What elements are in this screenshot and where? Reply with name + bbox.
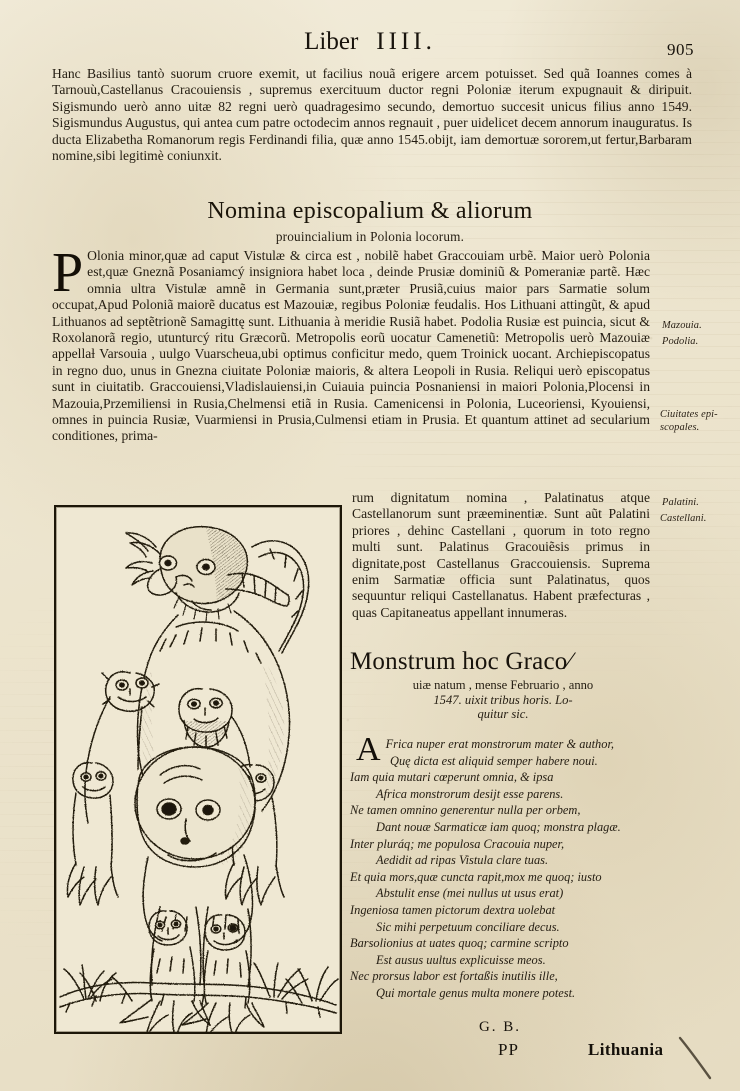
- poem-line: Abstulit ense (mei nullus ut usus erat): [376, 886, 564, 901]
- poem-drop-cap-a: A: [356, 731, 381, 768]
- paragraph-opening: [52, 66, 692, 164]
- running-head-number: IIII.: [376, 28, 436, 55]
- author-initials: G. B.: [478, 1019, 522, 1035]
- poem-line: Iam quia mutari cœperunt omnia, & ipsa: [350, 770, 554, 785]
- woodcut-monster-of-cracow: [54, 505, 342, 1034]
- poem-line: Nec prorsus labor est fortaßis inutilis ille,: [350, 969, 558, 984]
- monstrum-sub-line-3: quitur sic.: [477, 707, 529, 722]
- poem-line: Inter pluráq; me populosa Cracouia nuper,: [350, 836, 565, 851]
- poem-line: Et quia mors,quæ cuncta rapit,mox me quoq; iusto: [350, 869, 602, 884]
- monstrum-subheading: [350, 678, 656, 722]
- poem-line: Aedidit ad ripas Vistula clare tuas.: [376, 853, 549, 868]
- monstrum-sub-line-2: 1547. uixit tribus horis. Lo-: [433, 692, 573, 707]
- running-head: [0, 28, 740, 56]
- margin-note-mazouia: Mazouia.: [662, 320, 702, 331]
- section-heading-major: Nomina episcopalium & aliorum: [207, 198, 533, 224]
- margin-note-palatini: Palatini.: [662, 497, 699, 508]
- margin-note-castellani: Castellani.: [660, 513, 707, 524]
- poem-line: Frica nuper erat monstrorum mater & author,: [385, 737, 614, 751]
- poem-line: Qui mortale genus multa monere potest.: [376, 985, 576, 1000]
- paragraph-right-column: [352, 490, 650, 621]
- poem-line: Barsolionius at uates quoq; carmine scripto: [350, 936, 569, 951]
- monstrum-heading: Monstrum hoc Graco⁄: [350, 648, 572, 675]
- signature-mark-pp: PP: [498, 1040, 519, 1059]
- ink-pen-stroke: [676, 1036, 716, 1080]
- woodcut-drawing: [56, 507, 340, 1032]
- paragraph-right-column-text: rum dignitatum nomina , Palatinatus atque Castellanorum sunt præeminentiæ. Sunt aũt Palatini priores , dehinc Castellani , quorum in toto regno multi sunt. Palatinus Gracouiẽsis primus in dignitate,post Castellanus Graccouiensis. Suprema enim Sarmatiæ officia sunt Palatinatus, quos sequuntur reliqui Castellanatus. Habent præfecturas , quas Capitaneatus appellant innumeras.: [352, 490, 650, 620]
- poem-block: [350, 731, 670, 1002]
- margin-note-podolia: Podolia.: [662, 336, 699, 347]
- running-head-book: Liber: [304, 28, 359, 55]
- poem-line: Sic mihi perpetuum conciliare decus.: [376, 919, 560, 934]
- catchword: Lithuania: [588, 1040, 664, 1059]
- poem-line: Ne tamen omnino generentur nulla per orbem,: [350, 803, 581, 818]
- drop-cap-p: P: [52, 242, 84, 304]
- margin-note-scopales: scopales.: [660, 422, 700, 433]
- section-heading-minor: prouincialium in Polonia locorum.: [275, 229, 465, 244]
- monstrum-sub-line-1: uiæ natum , mense Februario , anno: [412, 678, 594, 692]
- poem-line: Africa monstrorum desijt esse parens.: [376, 786, 564, 801]
- poem-line: Ingeniosa tamen pictorum dextra uolebat: [350, 902, 556, 917]
- paragraph-main-text: Olonia minor,quæ ad caput Vistulæ & circa est , nobilẽ habet Graccouiam urbẽ. Maior uerò Polonia est,quæ Gneznã Posaniamcý insigniora habet loca , deinde Prusiæ dominiũ & Pomeraniæ partẽ. Hæc omnia ultra Vistulæ amnẽ in Germania sunt,præter Prusiã,cuius maior pars Sarmatie solum occupat,Apud Poloniã maiorẽ ducatus est Mazouiæ, regibus Poloniæ feudalis. Hos Lithuani attingũt, & apud Lithuanos ad septẽtrionẽ Samagittę sunt. Lithuania à meridie Rusiã habet. Podolia Rusiæ est puincia, sicut & Roxolanorã regio, utunturcý ritu Græcorũ. Metropolis eorũ uocatur Camenetiũ: Metropolis uerò Mazouiæ appellaƚ Varsouia , uulgo Vuarscheua,ubi optimus conficitur medo, quem Troinick uocant. Archiepiscopatus in regno duo, unus in Gnezna ciuitate Poloniæ maioris, & altera Leopoli in Rusia. Reliqui uerò episcopatus sunt in ciuitatib. Graccouiensi,Vladislauiensi,in Cuiauia puincia Posnaniensi in maiori Polonia,Plocensi in Mazouia,Przemiliensi in Rusia,Chelmensi etiã in Rusia. Camenicensi in Polonia, Luceoriensi, Kyouiensi, omnes in puincia Rusiæ, Vuarmiensi in Prusia,Culmensi etiam in Prusia. Et quantum attinet ad secularium conditiones, prima-: [52, 248, 650, 444]
- paragraph-opening-text: Hanc Basilius tantò suorum cruore exemit, ut facilius nouã erigere arcem potuisset. Sed quã Ioannes comes à Tarnouù,Castellanus Cracouiensis , supremus exercituum ductor regni Poloniæ iterum expugnauit & diripuit. Sigismundo uerò anno uitæ 82 regni uerò quadragesimo secundo, demortuo succesit unicus filius anno 1549. Sigismundus Augustus, qui antea cum patre octodecim annos regnauit , puer uidelicet decem annorum inauguratus. Is ducta Elizabetha Romanorum regis Ferdinandi filia, quæ anno 1545.obijt, iam demortuæ sororem,ut fertur,Barbaram nomine,sibi legitimè coniunxit.: [52, 66, 692, 164]
- margin-note-ciuitates: Ciuitates epi-: [660, 409, 718, 420]
- poem-line: Est ausus uultus explicuisse meos.: [376, 952, 546, 967]
- folio-number: 905: [667, 40, 694, 59]
- poem-line: Dant nouæ Sarmaticæ iam quoq; monstra plagæ.: [376, 819, 621, 834]
- poem-line: Quę dicta est aliquid semper habere noui.: [390, 753, 598, 768]
- paragraph-main: [52, 242, 650, 445]
